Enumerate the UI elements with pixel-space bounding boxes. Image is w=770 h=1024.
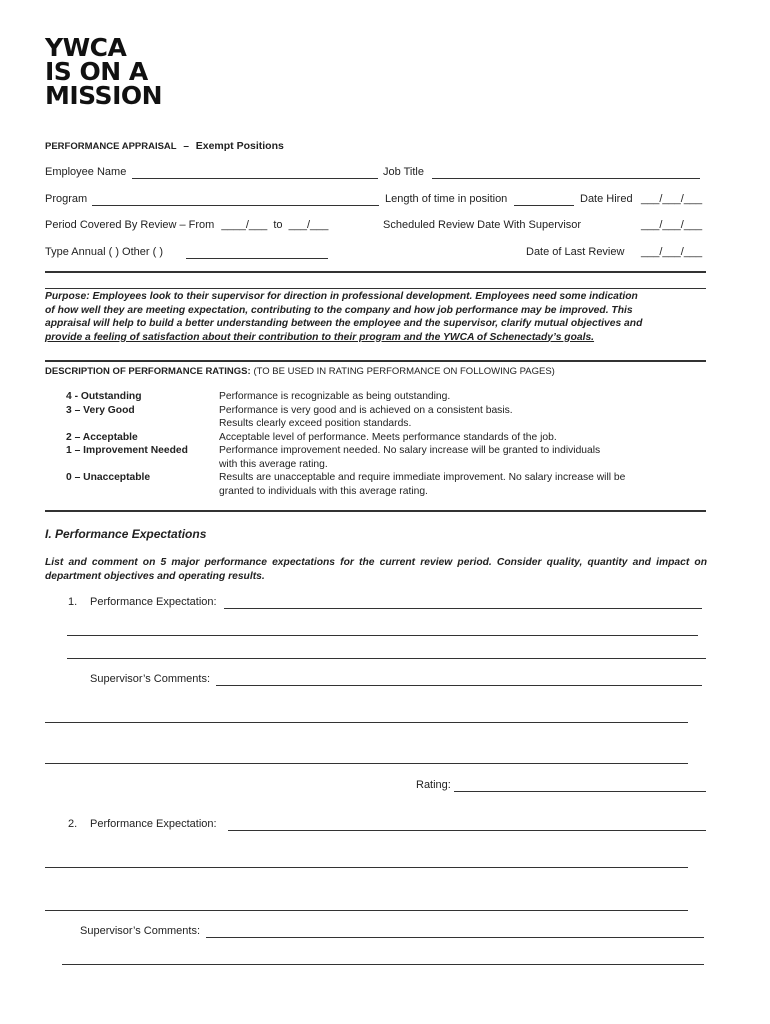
comments-label: Supervisor’s Comments: — [90, 673, 211, 685]
period-label-text: Period Covered By Review – From — [45, 219, 215, 231]
ratings-heading — [45, 366, 555, 377]
form-title — [45, 140, 284, 152]
purpose-line: Purpose: Employees look to their supervisor for direction in professional development. Employees need some indication — [45, 291, 638, 302]
scheduled-review-field[interactable]: ___/___/___ — [641, 219, 703, 231]
date-hired-field[interactable]: ___/___/___ — [641, 193, 703, 205]
logo-line-1: YWCA — [45, 33, 127, 62]
section-instructions: List and comment on 5 major performance expectations for the current review period. Consider quality, quantity and impact on department objectives and operating results. — [45, 557, 707, 582]
ratings-heading-note: (TO BE USED IN RATING PERFORMANCE ON FOLLOWING PAGES) — [253, 366, 555, 377]
program-label: Program — [45, 193, 88, 205]
employee-name-field[interactable] — [132, 178, 378, 179]
rating-description: Performance improvement needed. No salary increase will be granted to individuals — [219, 445, 601, 456]
period-to-label: to — [273, 219, 283, 231]
purpose-line: appraisal will help to build a better understanding between the employee and the supervisor, clarify mutual objectives and — [45, 318, 643, 329]
date-hired-label: Date Hired — [580, 193, 633, 205]
section-title: I. Performance Expectations — [45, 527, 207, 541]
rating-label — [66, 458, 188, 472]
expectation-1-line-3[interactable] — [67, 658, 706, 659]
ratings-descriptions — [219, 390, 625, 498]
job-title-field[interactable] — [432, 178, 700, 179]
rating-label: 4 - Outstanding — [66, 391, 142, 402]
length-field[interactable] — [514, 205, 574, 206]
logo-line-3: MISSION — [45, 81, 163, 110]
rating-description: Performance is recognizable as being outstanding. — [219, 391, 451, 402]
purpose-line: of how well they are meeting expectation, contributing to the company and how job performance may be improved. This — [45, 304, 633, 316]
comments-label: Supervisor’s Comments: — [80, 925, 201, 937]
last-review-label: Date of Last Review — [526, 246, 625, 258]
ratings-labels — [66, 390, 188, 485]
expectation-2-line-2[interactable] — [45, 867, 688, 868]
rating-label-1: Rating: — [416, 779, 451, 791]
rating-label: 1 – Improvement Needed — [66, 445, 188, 456]
divider — [45, 271, 706, 273]
rating-label: 2 – Acceptable — [66, 431, 138, 443]
form-title-text: PERFORMANCE APPRAISAL — [45, 141, 177, 152]
rating-label: 0 – Unacceptable — [66, 472, 151, 483]
form-subtitle: Exempt Positions — [195, 140, 284, 152]
scheduled-review-label: Scheduled Review Date With Supervisor — [383, 219, 582, 231]
job-title-label: Job Title — [383, 166, 424, 178]
comments-2-line-2[interactable] — [62, 964, 704, 965]
period-from-field[interactable]: ____/___ — [221, 219, 268, 231]
review-type-other-field[interactable] — [186, 258, 328, 259]
rating-description: with this average rating. — [219, 458, 328, 470]
rating-description: Results clearly exceed position standards. — [219, 418, 412, 429]
length-label: Length of time in position — [385, 193, 508, 205]
ratings-heading-text: DESCRIPTION OF PERFORMANCE RATINGS: — [45, 366, 251, 377]
comments-2-field[interactable] — [206, 937, 704, 938]
comments-1-field[interactable] — [216, 685, 702, 686]
comments-1-line-3[interactable] — [45, 763, 688, 764]
form-title-dash: – — [183, 141, 189, 152]
rating-1-field[interactable] — [454, 791, 706, 792]
ywca-logo — [45, 33, 163, 110]
ratings-top-rule — [45, 360, 706, 362]
logo-line-2: IS ON A — [45, 57, 148, 86]
rating-label — [66, 417, 188, 431]
expectation-2-field[interactable] — [228, 830, 706, 831]
expectation-label: Performance Expectation: — [90, 596, 217, 608]
period-to-field[interactable]: ___/___ — [288, 219, 329, 231]
rating-description: Performance is very good and is achieved on a consistent basis. — [219, 404, 513, 416]
period-label — [45, 219, 328, 231]
rating-description: Acceptable level of performance. Meets performance standards of the job. — [219, 431, 557, 443]
expectation-2-line-3[interactable] — [45, 910, 688, 911]
expectation-label: Performance Expectation: — [90, 818, 217, 830]
section-divider — [45, 510, 706, 512]
rating-description: Results are unacceptable and require immediate improvement. No salary increase will be — [219, 472, 626, 483]
program-field[interactable] — [92, 205, 379, 206]
purpose-top-rule — [45, 288, 706, 289]
rating-label: 3 – Very Good — [66, 404, 135, 416]
comments-1-line-2[interactable] — [45, 722, 688, 723]
purpose-line: provide a feeling of satisfaction about their contribution to their program and the YWCA of Schenectady’s goals. — [45, 331, 595, 343]
expectation-1-field[interactable] — [224, 608, 702, 609]
review-type-label: Type Annual ( ) Other ( ) — [45, 246, 163, 258]
employee-name-label: Employee Name — [45, 166, 127, 178]
expectation-1-line-2[interactable] — [67, 635, 698, 636]
item-number: 2. — [68, 818, 78, 830]
purpose-paragraph — [45, 290, 707, 344]
rating-description: granted to individuals with this average rating. — [219, 485, 428, 497]
item-number: 1. — [68, 596, 78, 608]
last-review-field[interactable]: ___/___/___ — [641, 246, 703, 258]
